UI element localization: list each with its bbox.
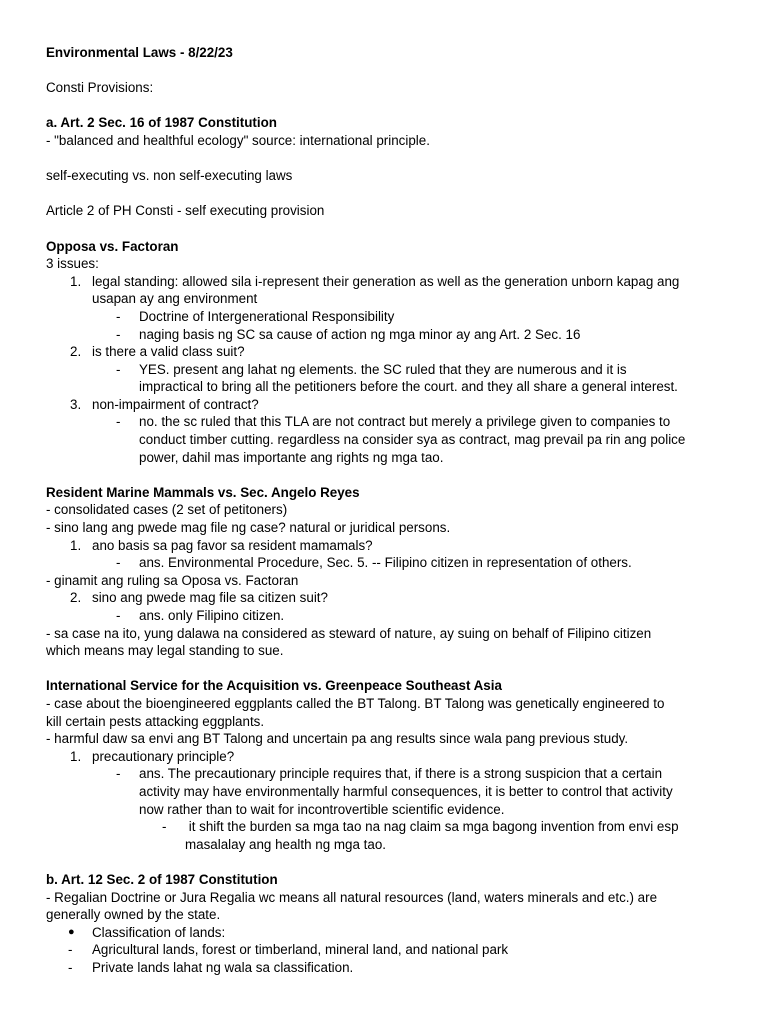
consti-heading: Consti Provisions: xyxy=(46,80,154,96)
list-item: 2. sino ang pwede mag file sa citizen suit? xyxy=(70,590,328,606)
list-subitem: - no. the sc ruled that this TLA are not contract but merely a privilege given to companies to conduct timber cutting. regardless na consider sya as contract, mag prevail pa rin ang police power, dahil mas importante ang rights ng mga tao. xyxy=(116,414,686,465)
dash-marker: - xyxy=(116,308,121,324)
document-page xyxy=(46,44,722,976)
list-item: 2. is there a valid class suit? xyxy=(70,344,245,360)
list-item: 1. ano basis sa pag favor sa resident mamamals? xyxy=(70,537,373,553)
list-subsubitem: - it shift the burden sa mga tao na nag claim sa mga bagong invention from envi esp masalalay ang health ng mga tao. xyxy=(162,819,679,852)
dash-marker: - xyxy=(116,414,121,430)
case-line: - ginamit ang ruling sa Oposa vs. Factoran xyxy=(46,572,299,588)
case-heading-oposa: Opposa vs. Factoran xyxy=(46,238,179,254)
list-subitem: - Doctrine of Intergenerational Responsibility xyxy=(116,308,395,324)
list-item: 1. legal standing: allowed sila i-represent their generation as well as the generation unborn kapag ang usapan ay ang environment xyxy=(70,273,680,307)
section-a-line: - "balanced and healthful ecology" source: international principle. xyxy=(46,132,430,148)
section-a-line: Article 2 of PH Consti - self executing provision xyxy=(46,203,325,219)
dash-marker: - xyxy=(116,326,121,342)
case-heading-isaaa: International Service for the Acquisition vs. Greenpeace Southeast Asia xyxy=(46,678,502,694)
case-line: - sa case na ito, yung dalawa na considered as steward of nature, ay suing on behalf of Filipino citizen xyxy=(46,625,652,641)
case-line: which means may legal standing to sue. xyxy=(46,643,284,659)
section-a-line: self-executing vs. non self-executing laws xyxy=(46,168,293,184)
page-title: Environmental Laws - 8/22/23 xyxy=(46,45,233,60)
case-line: - consolidated cases (2 set of petitoners) xyxy=(46,502,288,518)
dash-marker: - xyxy=(116,555,121,571)
list-item: 3. non-impairment of contract? xyxy=(70,396,259,412)
dash-marker: - xyxy=(116,361,121,377)
section-b-line: generally owned by the state. xyxy=(46,907,221,923)
section-b-line: - Regalian Doctrine or Jura Regalia wc means all natural resources (land, waters minerals and etc.) are xyxy=(46,889,658,905)
list-subitem: - naging basis ng SC sa cause of action ng mga minor ay ang Art. 2 Sec. 16 xyxy=(116,326,581,342)
list-subitem: - ans. The precautionary principle requires that, if there is a strong suspicion that a certain activity may have environmentally harmful consequences, it is better to control that activity now rather than to wait for incontrovertible scientific evidence. xyxy=(116,766,673,817)
bullet-marker: ● xyxy=(68,925,75,938)
section-a-heading: a. Art. 2 Sec. 16 of 1987 Constitution xyxy=(46,115,277,131)
list-number: 1. xyxy=(70,273,82,289)
dash-item: - Agricultural lands, forest or timberland, mineral land, and national park xyxy=(68,942,509,958)
case-line: - harmful daw sa envi ang BT Talong and uncertain pa ang results since wala pang previous study. xyxy=(46,731,629,747)
dash-marker: - xyxy=(116,766,121,782)
list-number: 2. xyxy=(70,344,82,360)
case-line: kill certain pests attacking eggplants. xyxy=(46,713,265,729)
dash-marker: - xyxy=(68,942,73,958)
issues-label: 3 issues: xyxy=(46,256,99,272)
list-number: 1. xyxy=(70,537,82,553)
list-subitem: - ans. Environmental Procedure, Sec. 5. -- Filipino citizen in representation of others. xyxy=(116,555,632,571)
list-number: 2. xyxy=(70,590,82,606)
dash-marker: - xyxy=(116,608,121,623)
list-number: 3. xyxy=(70,396,82,412)
section-b-heading: b. Art. 12 Sec. 2 of 1987 Constitution xyxy=(46,871,278,887)
bullet-item: ● Classification of lands: xyxy=(68,924,226,940)
case-line: - sino lang ang pwede mag file ng case? natural or juridical persons. xyxy=(46,520,451,536)
list-subitem: - ans. only Filipino citizen. xyxy=(116,608,285,623)
dash-marker: - xyxy=(68,959,73,975)
list-item: 1. precautionary principle? xyxy=(70,748,235,764)
dash-marker: - xyxy=(162,819,167,835)
list-subitem: - YES. present ang lahat ng elements. the SC ruled that they are numerous and it is impractical to bring all the petitioners before the court. and they all share a general interest. xyxy=(116,361,678,395)
list-number: 1. xyxy=(70,748,82,764)
case-line: - case about the bioengineered eggplants called the BT Talong. BT Talong was genetically engineered to xyxy=(46,695,665,711)
case-heading-rmm: Resident Marine Mammals vs. Sec. Angelo Reyes xyxy=(46,484,360,500)
dash-item: - Private lands lahat ng wala sa classification. xyxy=(68,959,354,975)
